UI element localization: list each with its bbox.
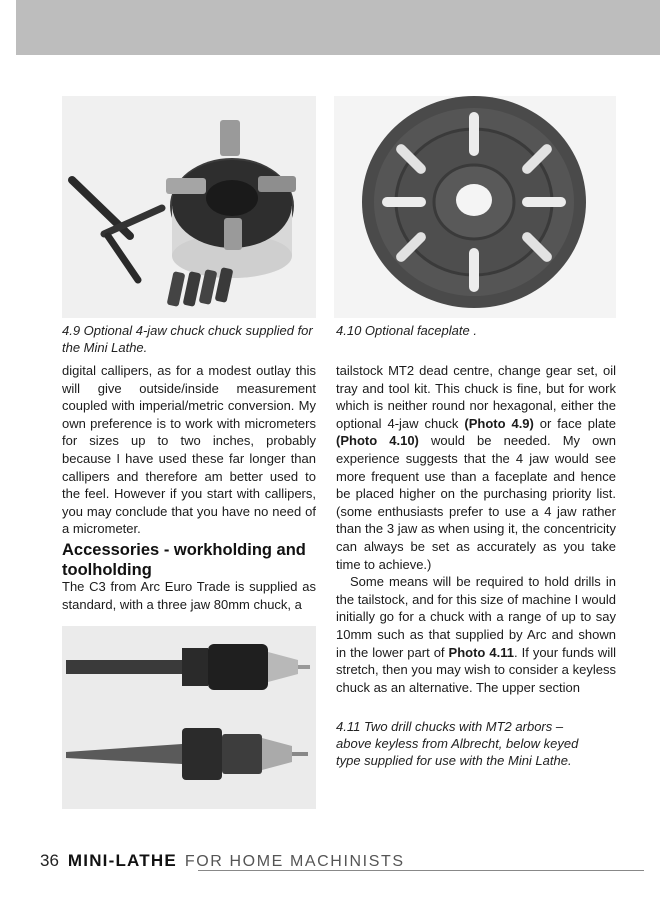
photo-reference: (Photo 4.9) xyxy=(464,415,534,431)
book-title: MINI-LATHE xyxy=(67,851,177,870)
right-column-text xyxy=(336,362,616,696)
page-number: 36 xyxy=(40,851,59,870)
caption-photo-4-9: 4.9 Optional 4-jaw chuck chuck supplied for the Mini Lathe. xyxy=(62,323,313,355)
photo-reference: (Photo 4.10) xyxy=(336,433,419,449)
paragraph-text: The C3 from Arc Euro Trade is supplied as standard, with a three jaw 80mm chuck, a xyxy=(62,579,316,612)
paragraph-text: Some means will be required to hold drills in the tailstock, and for this size of machine I would initially go for a chuck with a range of up to say 10mm such as that supplied by Arc and shown in the lower part of xyxy=(336,574,616,660)
book-subtitle: FOR HOME MACHINISTS xyxy=(184,853,405,870)
right-paragraph-1 xyxy=(336,362,616,573)
paragraph-text: tailstock MT2 dead centre, change gear set, oil tray and tool kit. This chuck is fine, but for work which is neither round nor hexagonal, either the optional 4-jaw chuck xyxy=(336,363,616,431)
four-jaw-chuck-photo xyxy=(62,96,316,318)
footer-rule xyxy=(198,870,644,871)
photo-reference: Photo 4.11 xyxy=(448,644,514,660)
paragraph-text: or face plate xyxy=(533,415,617,431)
right-paragraph-2 xyxy=(336,573,616,696)
caption-photo-4-10: 4.10 Optional faceplate . xyxy=(336,323,477,338)
paragraph-text: . If your funds will stretch, then you may wish to consider a keyless chuck as an alternative. The upper section xyxy=(336,644,616,695)
paragraph-text: digital callipers, as for a modest outlay this will give outside/inside measurement coupled with imperial/metric conversion. My own preference is to work with micrometers for sizes up to two inches, probably because I have used these far longer than callipers and therefore am better used to the feel. However if you start with callipers, you may conclude that you have no need of a micrometer. xyxy=(62,363,316,537)
left-paragraph-1 xyxy=(62,362,316,538)
section-heading: Accessories - workholding and toolholding xyxy=(62,541,306,579)
caption-photo-4-11: 4.11 Two drill chucks with MT2 arbors – above keyless from Albrecht, below keyed type supplied for use with the Mini Lathe. xyxy=(336,719,579,768)
paragraph-text: would be needed. My own experience suggests that the 4 jaw would see more frequent use than a faceplate and hence be placed higher on the purchasing priority list. (some enthusiasts prefer to use a 4 jaw rather than the 3 jaw as when using it, the concentricity can always be set as accurately as you take time to achieve.) xyxy=(336,433,616,572)
drill-chucks-photo xyxy=(62,626,316,809)
left-paragraph-2 xyxy=(62,578,316,613)
faceplate-photo xyxy=(334,96,616,318)
header-bar xyxy=(16,0,660,55)
